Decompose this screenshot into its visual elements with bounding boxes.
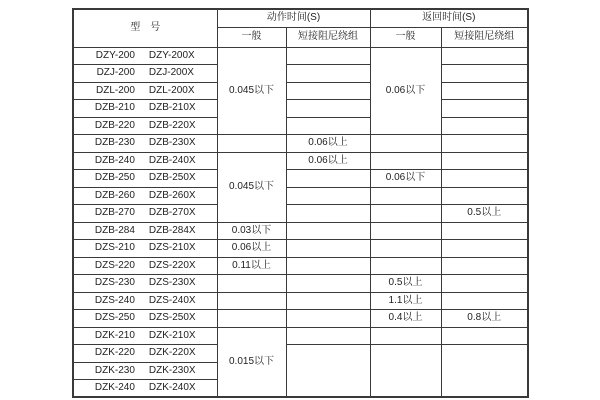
act-general-value-cell xyxy=(217,310,286,328)
act-general-value-cell: 0.045以下 xyxy=(217,152,286,222)
model-cell xyxy=(73,292,217,310)
model-cell xyxy=(73,222,217,240)
act-damped-value-cell xyxy=(286,310,370,328)
table-row xyxy=(73,100,528,118)
act-general-value-cell: 0.06以上 xyxy=(217,240,286,258)
model-number: DZK-210 xyxy=(94,329,135,341)
model-cell xyxy=(73,240,217,258)
ret-general-value-cell xyxy=(370,257,441,275)
model-number-x: DZK-210X xyxy=(148,329,196,341)
table-row xyxy=(73,47,528,65)
ret-damped-value-cell xyxy=(441,345,528,398)
act-damped-value-cell: 0.06以上 xyxy=(286,135,370,153)
model-number: DZY-200 xyxy=(95,49,135,61)
header-action-time: 动作时间(S) xyxy=(217,9,370,27)
model-number-x: DZK-220X xyxy=(148,347,196,359)
ret-damped-value-cell xyxy=(441,82,528,100)
ret-damped-value-cell xyxy=(441,292,528,310)
ret-damped-value-cell xyxy=(441,170,528,188)
act-general-value-cell: 0.045以下 xyxy=(217,47,286,135)
model-cell xyxy=(73,327,217,345)
model-number: DZB-230 xyxy=(94,137,135,149)
model-number: DZK-220 xyxy=(94,347,135,359)
act-damped-value-cell xyxy=(286,327,370,345)
model-number: DZS-250 xyxy=(94,312,135,324)
model-cell xyxy=(73,310,217,328)
model-cell xyxy=(73,117,217,135)
model-number: DZL-200 xyxy=(96,84,135,96)
act-damped-value-cell xyxy=(286,100,370,118)
table-row xyxy=(73,327,528,345)
act-damped-value-cell xyxy=(286,65,370,83)
act-general-value-cell xyxy=(217,135,286,153)
act-damped-value-cell xyxy=(286,257,370,275)
model-number: DZB-284 xyxy=(94,224,135,236)
header-action-damped-winding: 短接阻尼绕组 xyxy=(286,27,370,47)
ret-damped-value-cell xyxy=(441,187,528,205)
act-damped-value-cell xyxy=(286,240,370,258)
ret-damped-value-cell xyxy=(441,117,528,135)
model-number-x: DZS-210X xyxy=(148,242,196,254)
ret-damped-value-cell xyxy=(441,257,528,275)
ret-general-value-cell: 0.06以下 xyxy=(370,47,441,135)
act-damped-value-cell xyxy=(286,82,370,100)
model-number: DZB-240 xyxy=(94,154,135,166)
model-number-x: DZB-220X xyxy=(148,119,196,131)
act-general-value-cell xyxy=(217,292,286,310)
model-number-x: DZB-240X xyxy=(148,154,196,166)
model-cell xyxy=(73,47,217,65)
act-damped-value-cell xyxy=(286,275,370,293)
model-number-x: DZB-260X xyxy=(148,189,196,201)
model-number-x: DZL-200X xyxy=(148,84,195,96)
model-cell xyxy=(73,362,217,380)
act-damped-value-cell xyxy=(286,292,370,310)
model-number: DZS-230 xyxy=(94,277,135,289)
table-row xyxy=(73,257,528,275)
ret-general-value-cell: 1.1以上 xyxy=(370,292,441,310)
model-number: DZB-250 xyxy=(94,172,135,184)
act-damped-value-cell xyxy=(286,117,370,135)
act-general-value-cell xyxy=(217,275,286,293)
table-row xyxy=(73,135,528,153)
ret-damped-value-cell xyxy=(441,327,528,345)
ret-general-value-cell xyxy=(370,327,441,345)
ret-general-value-cell xyxy=(370,222,441,240)
model-cell xyxy=(73,380,217,398)
ret-general-value-cell xyxy=(370,345,441,398)
table-row xyxy=(73,82,528,100)
table-row xyxy=(73,152,528,170)
header-model: 型 号 xyxy=(73,9,217,47)
act-general-value-cell: 0.03以下 xyxy=(217,222,286,240)
model-number: DZB-270 xyxy=(94,207,135,219)
table-row xyxy=(73,275,528,293)
model-number: DZS-210 xyxy=(94,242,135,254)
model-cell xyxy=(73,82,217,100)
table-row xyxy=(73,240,528,258)
model-number-x: DZK-230X xyxy=(148,364,196,376)
ret-damped-value-cell xyxy=(441,152,528,170)
table-row xyxy=(73,187,528,205)
ret-general-value-cell xyxy=(370,240,441,258)
ret-general-value-cell xyxy=(370,187,441,205)
act-damped-value-cell: 0.06以上 xyxy=(286,152,370,170)
model-number: DZB-210 xyxy=(94,102,135,114)
model-number-x: DZS-250X xyxy=(148,312,196,324)
model-number-x: DZY-200X xyxy=(148,49,195,61)
model-number-x: DZJ-200X xyxy=(148,67,194,79)
model-number-x: DZS-240X xyxy=(148,294,196,306)
model-cell xyxy=(73,275,217,293)
ret-damped-value-cell xyxy=(441,222,528,240)
model-number: DZB-220 xyxy=(94,119,135,131)
table-row xyxy=(73,170,528,188)
model-number: DZS-240 xyxy=(94,294,135,306)
ret-general-value-cell xyxy=(370,205,441,223)
model-number-x: DZB-210X xyxy=(148,102,196,114)
model-number: DZB-260 xyxy=(94,189,135,201)
model-number-x: DZS-230X xyxy=(148,277,196,289)
table-row xyxy=(73,292,528,310)
act-general-value-cell: 0.015以下 xyxy=(217,327,286,397)
model-number-x: DZK-240X xyxy=(148,382,196,393)
ret-general-value-cell: 0.4以上 xyxy=(370,310,441,328)
model-number-x: DZB-230X xyxy=(148,137,196,149)
act-damped-value-cell xyxy=(286,187,370,205)
ret-general-value-cell xyxy=(370,152,441,170)
table-row xyxy=(73,222,528,240)
model-number-x: DZB-284X xyxy=(148,224,196,236)
act-damped-value-cell xyxy=(286,47,370,65)
act-damped-value-cell xyxy=(286,205,370,223)
model-cell xyxy=(73,257,217,275)
model-number: DZS-220 xyxy=(94,259,135,271)
ret-damped-value-cell xyxy=(441,240,528,258)
model-cell xyxy=(73,187,217,205)
header-action-general: 一般 xyxy=(217,27,286,47)
table-row xyxy=(73,205,528,223)
table-row xyxy=(73,117,528,135)
ret-damped-value-cell: 0.8以上 xyxy=(441,310,528,328)
ret-damped-value-cell: 0.5以上 xyxy=(441,205,528,223)
header-return-general: 一般 xyxy=(370,27,441,47)
ret-general-value-cell: 0.06以下 xyxy=(370,170,441,188)
model-cell xyxy=(73,152,217,170)
table-row xyxy=(73,345,528,363)
act-damped-value-cell xyxy=(286,345,370,398)
ret-general-value-cell xyxy=(370,135,441,153)
model-number-x: DZB-270X xyxy=(148,207,196,219)
model-cell xyxy=(73,170,217,188)
ret-damped-value-cell xyxy=(441,275,528,293)
model-cell xyxy=(73,65,217,83)
act-damped-value-cell xyxy=(286,222,370,240)
model-number: DZK-230 xyxy=(94,364,135,376)
model-cell xyxy=(73,345,217,363)
table-header xyxy=(73,9,528,47)
table-body xyxy=(73,47,528,397)
ret-damped-value-cell xyxy=(441,135,528,153)
table-row xyxy=(73,65,528,83)
model-cell xyxy=(73,205,217,223)
header-row-groups xyxy=(73,9,528,27)
ret-general-value-cell: 0.5以上 xyxy=(370,275,441,293)
model-number: DZJ-200 xyxy=(96,67,135,79)
header-return-time: 返回时间(S) xyxy=(370,9,528,27)
ret-damped-value-cell xyxy=(441,100,528,118)
model-number: DZK-240 xyxy=(94,382,135,393)
act-general-value-cell: 0.11以上 xyxy=(217,257,286,275)
act-damped-value-cell xyxy=(286,170,370,188)
model-number-x: DZB-250X xyxy=(148,172,196,184)
table-row xyxy=(73,310,528,328)
model-number-x: DZS-220X xyxy=(148,259,196,271)
ret-damped-value-cell xyxy=(441,65,528,83)
model-cell xyxy=(73,100,217,118)
ret-damped-value-cell xyxy=(441,47,528,65)
model-cell xyxy=(73,135,217,153)
relay-spec-table xyxy=(72,8,529,398)
header-return-damped-winding: 短接阻尼绕组 xyxy=(441,27,528,47)
